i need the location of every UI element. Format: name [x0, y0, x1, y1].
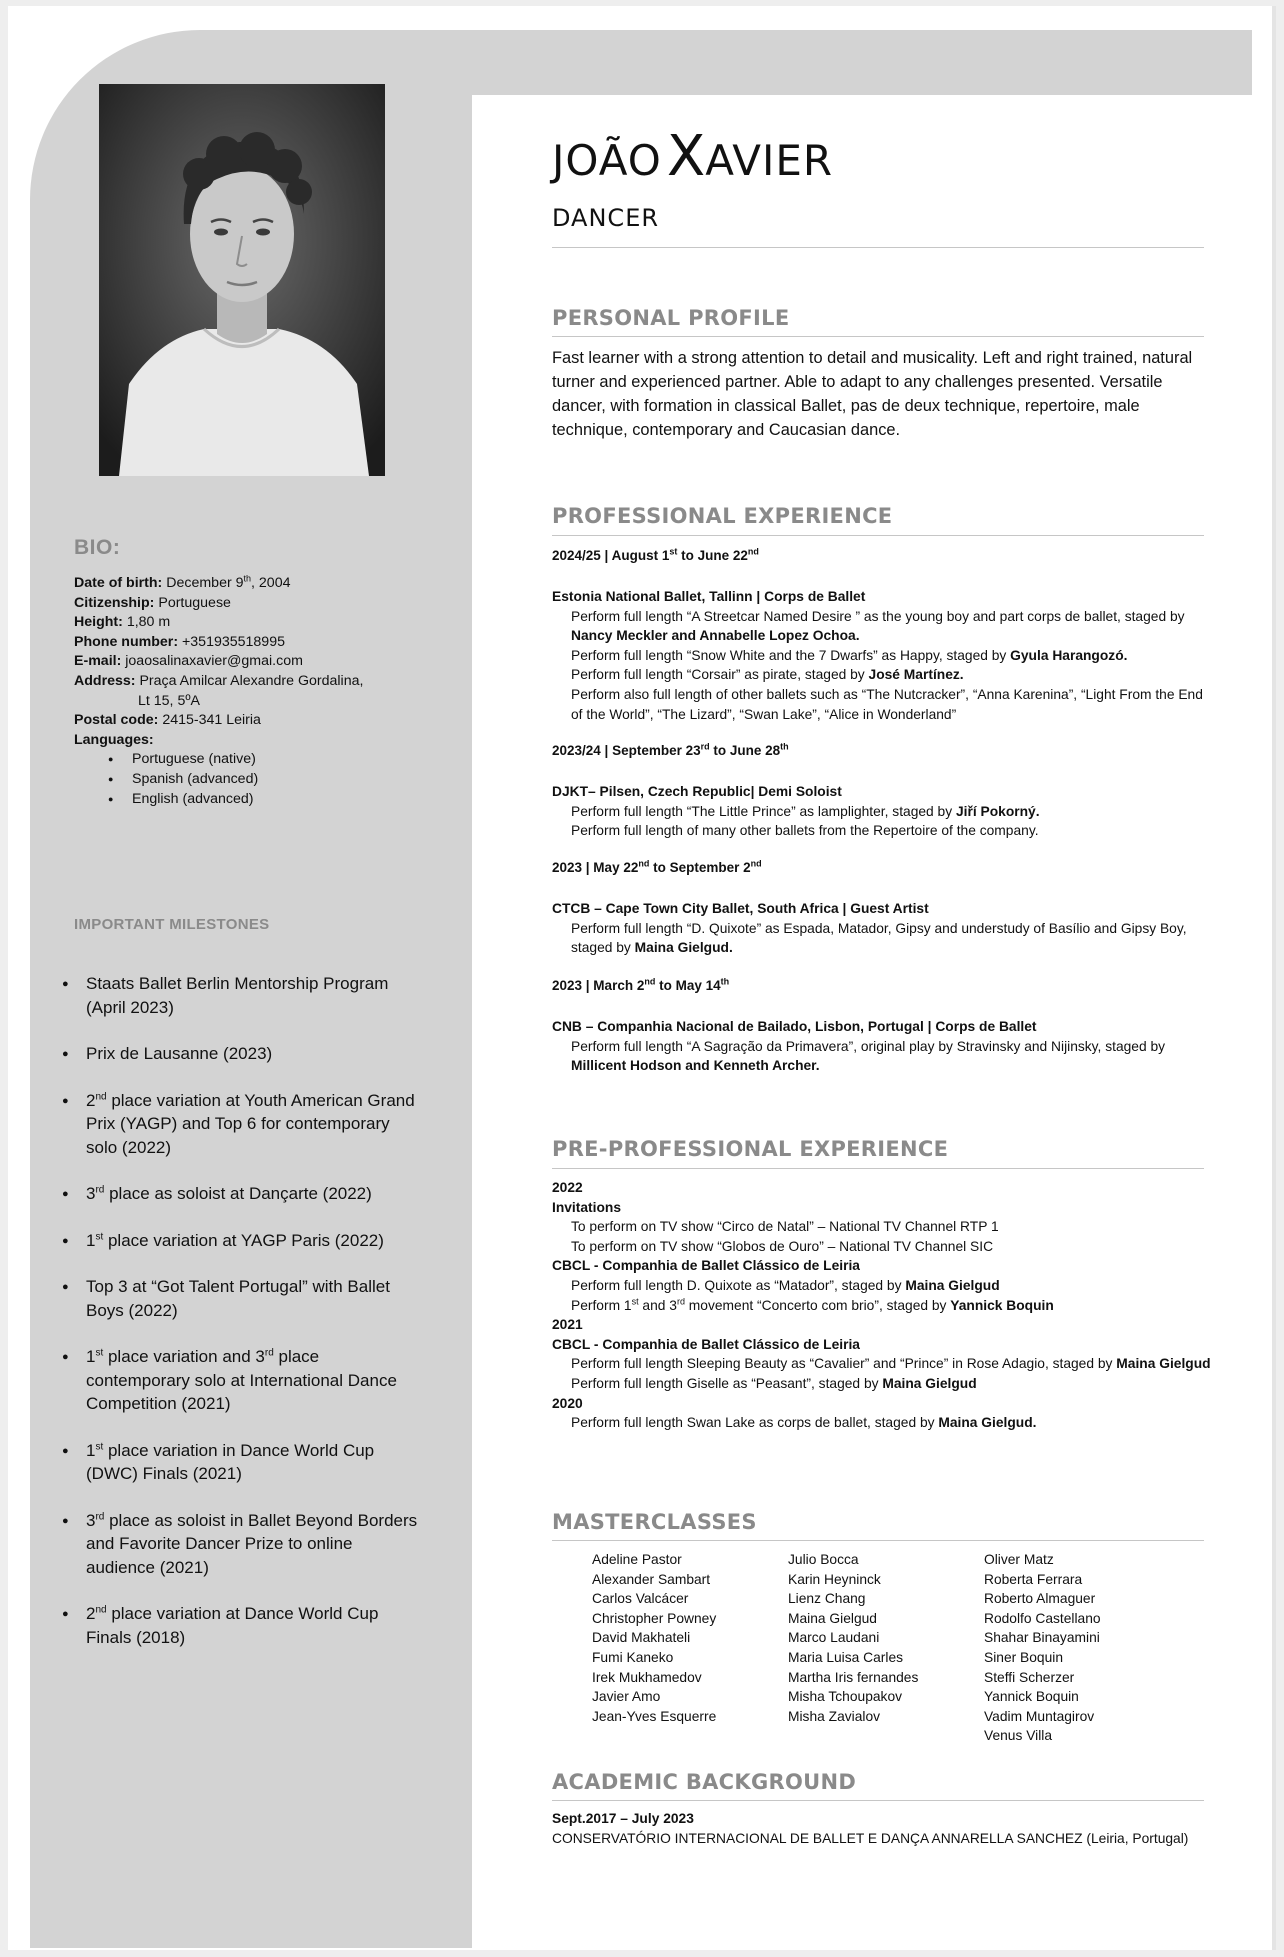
pp-line-text: Perform full length Swan Lake as corps de ballet, staged by	[571, 1415, 939, 1431]
pp-line	[552, 1413, 1212, 1433]
phone-label: Phone number:	[74, 633, 179, 650]
academic-school: CONSERVATÓRIO INTERNACIONAL DE BALLET E DANÇA ANNARELLA SANCHEZ (Leiria, Portugal)	[552, 1831, 1189, 1846]
exp-line	[552, 802, 1212, 822]
pre-professional-divider	[552, 1168, 1204, 1169]
pp-line-text: and 3	[638, 1297, 677, 1313]
masterclass-column	[984, 1550, 1180, 1746]
bio-phone	[74, 633, 454, 653]
pp-line: To perform on TV show “Globos de Ouro” – National TV Channel SIC	[571, 1238, 994, 1254]
milestone-item	[62, 1439, 422, 1486]
exp-line-bold: Nancy Meckler and Annabelle Lopez Ochoa.	[571, 628, 860, 644]
exp-date-sup: st	[669, 546, 678, 557]
address-value-line1: Praça Amilcar Alexandre Gordalina,	[139, 672, 364, 689]
masterclass-name: Oliver Matz	[984, 1552, 1054, 1567]
masterclass-name: Siner Boquin	[984, 1649, 1064, 1665]
milestone-text: Prix de Lausanne (2023)	[86, 1044, 273, 1063]
postal-value: 2415-341 Leiria	[162, 712, 261, 729]
main-panel-fill	[472, 225, 552, 1948]
academic-date: Sept.2017 – July 2023	[552, 1811, 694, 1826]
exp-date-sup: th	[720, 976, 730, 987]
milestone-item	[62, 1509, 422, 1580]
exp-entry-1	[552, 587, 1212, 724]
masterclass-name: Vadim Muntagirov	[984, 1708, 1095, 1724]
pp-year: 2020	[552, 1395, 583, 1411]
exp-date-sup: nd	[638, 858, 650, 869]
exp-date-text: to June 28	[709, 743, 781, 758]
exp-line	[552, 1037, 1212, 1076]
name	[552, 124, 833, 189]
email-value: joaosalinaxavier@gmai.com	[125, 653, 303, 670]
bio-details	[74, 574, 454, 809]
masterclass-name: Rodolfo Castellano	[984, 1610, 1101, 1626]
bio-address-2	[74, 692, 454, 712]
milestone-text: 1	[86, 1347, 96, 1366]
address-label: Address:	[74, 672, 136, 689]
name-last-rest: AVIER	[705, 136, 834, 185]
pre-professional-content	[552, 1178, 1212, 1433]
milestone-text: place variation at YAGP Paris (2022)	[103, 1230, 384, 1250]
milestone-text: place variation in Dance World Cup (DWC) Finals (2021)	[86, 1440, 375, 1483]
pp-org: CBCL - Companhia de Ballet Clássico de Leiria	[552, 1336, 860, 1352]
milestones-list	[62, 972, 422, 1649]
exp-line-text: Perform full length “A Sagração da Primavera”, original play by Stravinsky and Nijinsky, staged by	[571, 1038, 1166, 1054]
language-item: ● English (advanced)	[74, 790, 454, 810]
masterclass-name: Christopher Powney	[592, 1610, 717, 1626]
pp-sup: rd	[676, 1295, 685, 1306]
exp-line	[552, 607, 1212, 646]
milestone-item	[62, 1089, 422, 1160]
exp-line-text: Perform full length “A Streetcar Named Desire ” as the young boy and part corps de ballet, staged by	[571, 608, 1185, 624]
exp-line-bold: Gyula Harangozó.	[1010, 647, 1128, 663]
exp-org: Estonia National Ballet, Tallinn | Corps de Ballet	[552, 589, 866, 604]
email-label: E-mail:	[74, 653, 122, 670]
masterclass-name: Marco Laudani	[788, 1630, 880, 1646]
exp-line	[552, 821, 1212, 841]
milestone-item	[62, 1042, 422, 1066]
exp-date-4	[552, 978, 729, 993]
profile-title: PERSONAL PROFILE	[552, 306, 790, 330]
milestones-title: IMPORTANT MILESTONES	[74, 916, 270, 933]
exp-line	[552, 665, 1212, 685]
exp-date-text: 2023 | May 22	[552, 860, 639, 875]
bio-citizenship	[74, 594, 454, 614]
exp-line-text: Perform full length “D. Quixote” as Espada, Matador, Gipsy and understudy of Basílio and Gipsy Boy, staged by	[571, 920, 1187, 956]
pp-year: 2021	[552, 1317, 583, 1333]
job-title: DANCER	[552, 204, 660, 232]
exp-line-bold: José Martínez.	[868, 667, 964, 683]
pp-line	[552, 1296, 1212, 1316]
languages-list	[74, 750, 454, 809]
portrait-illustration	[99, 84, 385, 476]
phone-value: +351935518995	[182, 633, 285, 650]
milestone-sup: st	[95, 1347, 104, 1359]
language-item: ● Portuguese (native)	[74, 750, 454, 770]
exp-line-text: Perform full length “Snow White and the 7 Dwarfs” as Happy, staged by	[571, 647, 1011, 663]
dob-label: Date of birth:	[74, 575, 163, 591]
exp-entry-4	[552, 1017, 1212, 1076]
portrait-photo	[99, 84, 385, 476]
masterclass-name: Maria Luisa Carles	[788, 1649, 904, 1665]
exp-date-text: to May 14	[655, 978, 721, 993]
exp-date-sup: th	[780, 741, 789, 752]
exp-line-text: Perform full length “The Little Prince” as lamplighter, staged by	[571, 803, 956, 819]
pp-line-bold: Maina Gielgud	[905, 1277, 1000, 1293]
exp-line-text: Perform full length of many other ballets from the Repertoire of the company.	[571, 823, 1039, 839]
exp-date-1	[552, 548, 759, 563]
language-item: ● Spanish (advanced)	[74, 770, 454, 790]
exp-date-sup: nd	[750, 858, 762, 869]
masterclasses-title: MASTERCLASSES	[552, 1510, 757, 1534]
milestone-sup: nd	[95, 1090, 107, 1102]
masterclass-name: Fumi Kaneko	[592, 1649, 674, 1665]
milestone-item	[62, 1182, 422, 1206]
masterclass-name: Javier Amo	[592, 1689, 661, 1705]
masterclass-name: Steffi Scherzer	[984, 1669, 1075, 1685]
masterclass-name: Misha Tchoupakov	[788, 1689, 903, 1705]
bio-languages	[74, 731, 454, 751]
exp-date-3	[552, 860, 762, 875]
milestone-text: 1	[86, 1230, 96, 1250]
header-divider	[552, 247, 1204, 248]
milestone-text: 2	[86, 1090, 96, 1110]
exp-line	[552, 685, 1212, 724]
milestone-text: 3	[86, 1510, 96, 1530]
exp-entry-2	[552, 782, 1212, 841]
milestone-item	[62, 1229, 422, 1253]
milestone-sup: st	[95, 1440, 104, 1452]
pp-line	[552, 1374, 1212, 1394]
bio-title: BIO:	[74, 536, 121, 559]
milestone-text: place as soloist at Dançarte (2022)	[104, 1184, 372, 1203]
pp-line-text: movement “Concerto com brio”, staged by	[684, 1297, 951, 1313]
postal-label: Postal code:	[74, 712, 159, 729]
name-last-initial: X	[666, 124, 706, 189]
exp-org: CNB – Companhia Nacional de Bailado, Lisbon, Portugal | Corps de Ballet	[552, 1019, 1037, 1034]
exp-date-text: to September 2	[649, 860, 751, 875]
milestone-sup: rd	[95, 1184, 105, 1196]
height-label: Height:	[74, 614, 123, 631]
pp-line-bold: Maina Gielgud.	[938, 1415, 1037, 1431]
milestone-item	[62, 1275, 422, 1322]
milestone-text: place contemporary solo at International Dance Competition (2021)	[86, 1347, 397, 1413]
exp-line	[552, 646, 1212, 666]
pre-professional-title: PRE-PROFESSIONAL EXPERIENCE	[552, 1137, 949, 1161]
pp-line: To perform on TV show “Circo de Natal” – National TV Channel RTP 1	[571, 1219, 999, 1235]
pp-line-text: Perform full length D. Quixote as “Matador”, staged by	[571, 1277, 906, 1293]
exp-date-text: 2023 | March 2	[552, 978, 645, 993]
masterclass-name: Venus Villa	[984, 1728, 1053, 1744]
masterclass-name: Julio Bocca	[788, 1552, 859, 1567]
pp-line-text: Perform full length Sleeping Beauty as “Cavalier” and “Prince” in Rose Adagio, staged by	[571, 1356, 1117, 1372]
masterclasses-divider	[552, 1540, 1204, 1541]
masterclass-name: Alexander Sambart	[592, 1571, 711, 1587]
milestone-text: Staats Ballet Berlin Mentorship Program (April 2023)	[86, 974, 389, 1017]
masterclass-name: Jean-Yves Esquerre	[592, 1708, 717, 1724]
exp-date-sup: nd	[644, 976, 656, 987]
exp-line-bold: Maina Gielgud.	[634, 940, 733, 956]
pp-line	[552, 1276, 1212, 1296]
academic-title: ACADEMIC BACKGROUND	[552, 1770, 857, 1794]
masterclasses-grid	[592, 1550, 1212, 1746]
dob-year: , 2004	[251, 575, 291, 591]
exp-entry-3	[552, 899, 1212, 958]
pp-line	[552, 1354, 1212, 1374]
exp-date-text: 2024/25 | August 1	[552, 548, 670, 563]
exp-date-sup: nd	[747, 546, 759, 557]
masterclass-name: David Makhateli	[592, 1630, 691, 1646]
masterclass-name: Adeline Pastor	[592, 1552, 682, 1567]
masterclass-name: Maina Gielgud	[788, 1610, 877, 1626]
milestone-text: place variation at Dance World Cup Finals (2018)	[86, 1604, 379, 1647]
milestone-text: 3	[86, 1184, 96, 1203]
masterclass-name: Karin Heyninck	[788, 1571, 881, 1587]
pp-line-text: Perform full length Giselle as “Peasant”, staged by	[571, 1375, 883, 1391]
bio-address	[74, 672, 454, 692]
exp-date-text: 2023/24 | September 23	[552, 743, 701, 758]
profile-text: Fast learner with a strong attention to detail and musicality. Left and right trained, natural turner and experienced partner. Able to adapt to any challenges presented. Versatile dancer, with formation in classical Ballet, pas de deux technique, repertoire, male technique, contemporary and Caucasian dance.	[552, 349, 1193, 439]
exp-org: DJKT– Pilsen, Czech Republic| Demi Soloist	[552, 784, 842, 799]
milestone-sup: nd	[95, 1604, 107, 1616]
pp-line-bold: Yannick Boquin	[950, 1297, 1054, 1313]
pp-line-bold: Maina Gielgud	[1116, 1356, 1211, 1372]
masterclass-name: Irek Mukhamedov	[592, 1669, 702, 1685]
milestone-text: 2	[86, 1604, 96, 1623]
header-band	[300, 30, 1252, 95]
exp-date-text: to June 22	[677, 548, 748, 563]
languages-label: Languages:	[74, 731, 154, 748]
bio-dob	[74, 574, 454, 594]
dob-sup: th	[243, 573, 252, 584]
academic-divider	[552, 1800, 1204, 1801]
milestone-text: place variation at Youth American Grand Prix (YAGP) and Top 6 for contemporary solo (2022)	[86, 1090, 415, 1157]
pp-line-text: Perform 1	[571, 1297, 632, 1313]
masterclass-name: Yannick Boquin	[984, 1689, 1079, 1705]
exp-line-bold: Jiří Pokorný.	[955, 803, 1040, 819]
paper-edge	[1272, 6, 1276, 1950]
citizenship-value: Portuguese	[158, 594, 231, 611]
exp-line-text: Perform full length “Corsair” as pirate, staged by	[571, 667, 869, 683]
height-value: 1,80 m	[126, 614, 171, 631]
bio-email	[74, 652, 454, 672]
masterclass-name: Roberto Almaguer	[984, 1591, 1096, 1607]
pp-year: 2022	[552, 1180, 583, 1195]
masterclass-name: Roberta Ferrara	[984, 1571, 1083, 1587]
bio-postal	[74, 711, 454, 731]
citizenship-label: Citizenship:	[74, 594, 155, 611]
milestone-item	[62, 972, 422, 1019]
masterclass-name: Shahar Binayamini	[984, 1630, 1100, 1646]
exp-date-2	[552, 743, 789, 758]
masterclass-column	[592, 1550, 788, 1746]
masterclass-name: Martha Iris fernandes	[788, 1669, 919, 1685]
exp-date-sup: rd	[700, 741, 710, 752]
pp-org: CBCL - Companhia de Ballet Clássico de Leiria	[552, 1258, 860, 1274]
milestone-sup: st	[95, 1230, 104, 1242]
pp-line-bold: Maina Gielgud	[882, 1375, 977, 1391]
exp-line-bold: Millicent Hodson and Kenneth Archer.	[571, 1058, 820, 1074]
milestone-text: 1	[86, 1440, 96, 1460]
masterclass-name: Carlos Valcácer	[592, 1591, 689, 1607]
exp-line-text: Perform also full length of other ballets such as “The Nutcracker”, “Anna Karenina”, “Light From the End of the World”, “The Lizard”, “Swan Lake”, “Alice in Wonderland”	[571, 686, 1203, 722]
milestone-text: place variation and 3	[103, 1347, 265, 1366]
name-first: JOÃO	[552, 136, 662, 185]
exp-org: CTCB – Cape Town City Ballet, South Africa | Guest Artist	[552, 901, 929, 916]
bio-height	[74, 613, 454, 633]
milestone-sup: rd	[95, 1510, 105, 1522]
experience-title: PROFESSIONAL EXPERIENCE	[552, 504, 893, 528]
masterclass-name: Misha Zavialov	[788, 1708, 881, 1724]
masterclass-column	[788, 1550, 984, 1746]
milestone-item	[62, 1345, 422, 1416]
pp-invitations: Invitations	[552, 1199, 621, 1215]
experience-divider	[552, 535, 1204, 536]
exp-line	[552, 919, 1212, 958]
milestone-sup: rd	[264, 1347, 274, 1359]
dob-value: December 9	[166, 575, 244, 591]
address-value-line2: Lt 15, 5ºA	[138, 692, 200, 709]
milestone-text: Top 3 at “Got Talent Portugal” with Ballet Boys (2022)	[86, 1277, 390, 1320]
pp-sup: st	[631, 1295, 639, 1306]
milestone-text: place as soloist in Ballet Beyond Borders and Favorite Dancer Prize to online audience (2021)	[86, 1510, 418, 1577]
masterclass-name: Lienz Chang	[788, 1591, 866, 1607]
milestone-item	[62, 1602, 422, 1649]
profile-divider	[552, 336, 1204, 337]
